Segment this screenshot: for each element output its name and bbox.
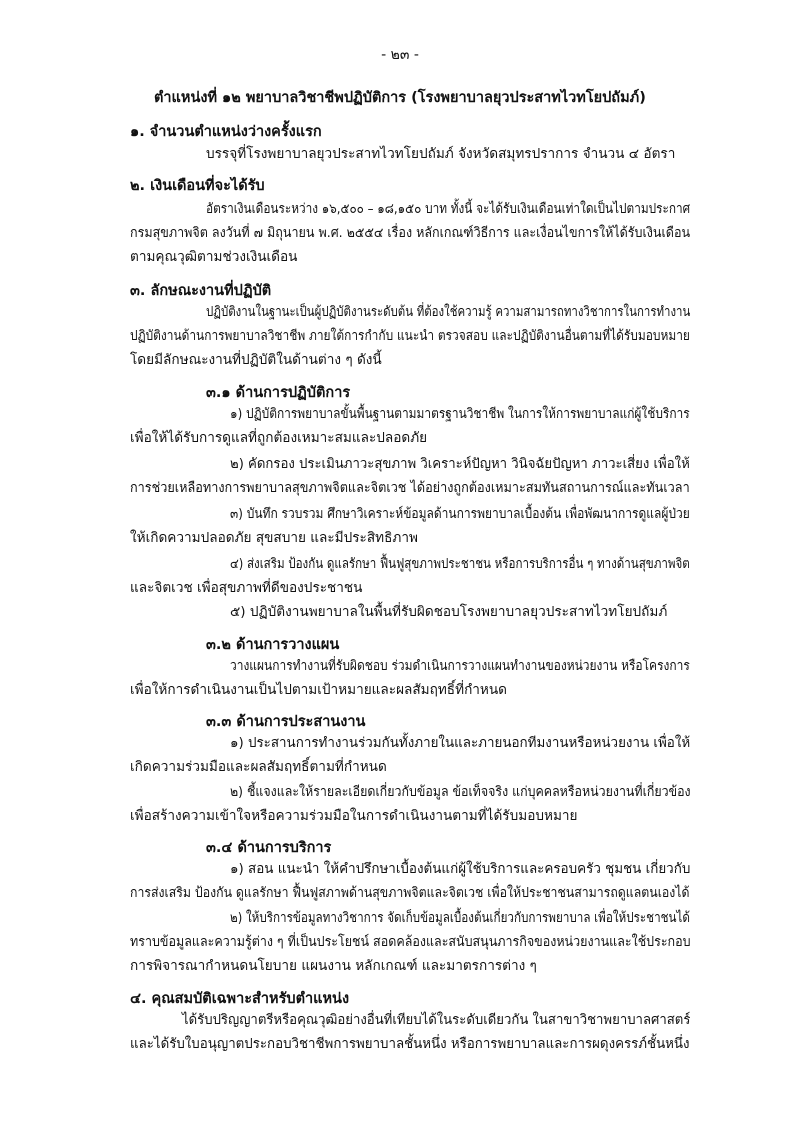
section-3-1-heading: ๓.๑ ด้านการปฏิบัติการ: [206, 385, 351, 401]
section-3-3-item-1b: เกิดความร่วมมือและผลสัมฤทธิ์ตามที่กำหนด: [130, 759, 387, 775]
section-2-text-1: อัตราเงินเดือนระหว่าง ๑๖,๕๐๐ – ๑๘,๑๕๐ บาท ทั้งนี้ จะได้รับเงินเดือนเท่าใดเป็นไปตามประกาศ: [206, 201, 691, 217]
section-3-1-item-2b: การช่วยเหลือทางการพยาบาลสุขภาพจิตและจิตเวช ได้อย่างถูกต้องเหมาะสมทันสถานการณ์และทันเวลา: [130, 480, 690, 496]
section-2-text-2: กรมสุขภาพจิต ลงวันที่ ๗ มิถุนายน พ.ศ. ๒๕๕๔ เรื่อง หลักเกณฑ์วิธีการ และเงื่อนไขการให้ได้รับเงินเดือน: [130, 225, 691, 241]
section-3-4-item-1a: ๑) สอน แนะนำ ให้คำปรึกษาเบื้องต้นแก่ผู้ใช้บริการและครอบครัว ชุมชน เกี่ยวกับ: [230, 861, 691, 877]
section-3-1-item-3b: ให้เกิดความปลอดภัย สุขสบาย และมีประสิทธิภาพ: [130, 530, 418, 546]
section-3-1-item-1a: ๑) ปฏิบัติการพยาบาลขั้นพื้นฐานตามมาตรฐานวิชาชีพ ในการให้การพยาบาลแก่ผู้ใช้บริการ: [230, 406, 690, 422]
page-number: - ๒๓ -: [381, 47, 419, 63]
section-1-heading: ๑. จำนวนตำแหน่งว่างครั้งแรก: [130, 124, 322, 140]
section-3-1-item-1b: เพื่อให้ได้รับการดูแลที่ถูกต้องเหมาะสมและปลอดภัย: [130, 430, 428, 446]
section-4-text-1: ได้รับปริญญาตรีหรือคุณวุฒิอย่างอื่นที่เทียบได้ในระดับเดียวกัน ในสาขาวิชาพยาบาลศาสตร์: [182, 1012, 691, 1028]
section-3-3-item-2b: เพื่อสร้างความเข้าใจหรือความร่วมมือในการดำเนินงานตามที่ได้รับมอบหมาย: [130, 808, 578, 824]
section-3-1-item-3a: ๓) บันทึก รวบรวม ศึกษาวิเคราะห์ข้อมูลด้านการพยาบาลเบื้องต้น เพื่อพัฒนาการดูแลผู้ป่วย: [230, 506, 690, 522]
section-3-text-1: ปฏิบัติงานในฐานะเป็นผู้ปฏิบัติงานระดับต้น ที่ต้องใช้ความรู้ ความสามารถทางวิชาการในการทำงาน: [206, 304, 691, 320]
section-4-text-2: และได้รับใบอนุญาตประกอบวิชาชีพการพยาบาลชั้นหนึ่ง หรือการพยาบาลและการผดุงครรภ์ชั้นหนึ่ง: [130, 1036, 690, 1052]
section-3-4-item-1b: การส่งเสริม ป้องกัน ดูแลรักษา ฟื้นฟูสภาพด้านสุขภาพจิตและจิตเวช เพื่อให้ประชาชนสามารถดูแลตนเองได้: [130, 885, 690, 901]
section-3-1-item-4a: ๔) ส่งเสริม ป้องกัน ดูแลรักษา ฟื้นฟูสุขภาพประชาชน หรือการบริการอื่น ๆ ทางด้านสุขภาพจิต: [230, 556, 690, 572]
section-3-2-heading: ๓.๒ ด้านการวางแผน: [206, 637, 340, 653]
position-title: ตำแหน่งที่ ๑๒ พยาบาลวิชาชีพปฏิบัติการ (โรงพยาบาลยุวประสาทไวทโยปถัมภ์): [154, 90, 646, 106]
section-3-text-3: โดยมีลักษณะงานที่ปฏิบัติในด้านต่าง ๆ ดังนี้: [130, 352, 382, 368]
section-3-2-text-1: วางแผนการทำงานที่รับผิดชอบ ร่วมดำเนินการวางแผนทำงานของหน่วยงาน หรือโครงการ: [230, 658, 690, 674]
section-3-heading: ๓. ลักษณะงานที่ปฏิบัติ: [130, 283, 272, 299]
section-3-3-heading: ๓.๓ ด้านการประสานงาน: [206, 714, 366, 730]
section-2-heading: ๒. เงินเดือนที่จะได้รับ: [130, 178, 265, 194]
section-4-heading: ๔. คุณสมบัติเฉพาะสำหรับตำแหน่ง: [130, 991, 350, 1007]
section-1-text: บรรจุที่โรงพยาบาลยุวประสาทไวทโยปถัมภ์ จังหวัดสมุทรปราการ จำนวน ๔ อัตรา: [206, 146, 676, 162]
section-3-3-item-1a: ๑) ประสานการทำงานร่วมกันทั้งภายในและภายนอกทีมงานหรือหน่วยงาน เพื่อให้: [230, 735, 691, 751]
section-2-text-3: ตามคุณวุฒิตามช่วงเงินเดือน: [130, 249, 298, 265]
section-3-4-item-2c: การพิจารณากำหนดนโยบาย แผนงาน หลักเกณฑ์ และมาตรการต่าง ๆ: [130, 958, 537, 974]
section-3-text-2: ปฏิบัติงานด้านการพยาบาลวิชาชีพ ภายใต้การกำกับ แนะนำ ตรวจสอบ และปฏิบัติงานอื่นตามที่ได้รับมอบหมาย: [130, 328, 690, 344]
section-3-1-item-4b: และจิตเวช เพื่อสุขภาพที่ดีของประชาชน: [130, 580, 363, 596]
section-3-2-text-2: เพื่อให้การดำเนินงานเป็นไปตามเป้าหมายและผลสัมฤทธิ์ที่กำหนด: [130, 682, 508, 698]
section-3-4-item-2a: ๒) ให้บริการข้อมูลทางวิชาการ จัดเก็บข้อมูลเบื้องต้นเกี่ยวกับการพยาบาล เพื่อให้ประชาชนได้: [230, 910, 690, 926]
section-3-1-item-2a: ๒) คัดกรอง ประเมินภาวะสุขภาพ วิเคราะห์ปัญหา วินิจฉัยปัญหา ภาวะเสี่ยง เพื่อให้: [230, 456, 690, 472]
section-3-4-heading: ๓.๔ ด้านการบริการ: [206, 840, 332, 856]
section-3-1-item-5: ๕) ปฏิบัติงานพยาบาลในพื้นที่รับผิดชอบโรงพยาบาลยุวประสาทไวทโยปถัมภ์: [230, 604, 668, 620]
section-3-4-item-2b: ทราบข้อมูลและความรู้ต่าง ๆ ที่เป็นประโยชน์ สอดคล้องและสนับสนุนภารกิจของหน่วยงานและใช้ประกอบ: [130, 934, 691, 950]
section-3-3-item-2a: ๒) ชี้แจงและให้รายละเอียดเกี่ยวกับข้อมูล ข้อเท็จจริง แก่บุคคลหรือหน่วยงานที่เกี่ยวข้อง: [230, 784, 691, 800]
